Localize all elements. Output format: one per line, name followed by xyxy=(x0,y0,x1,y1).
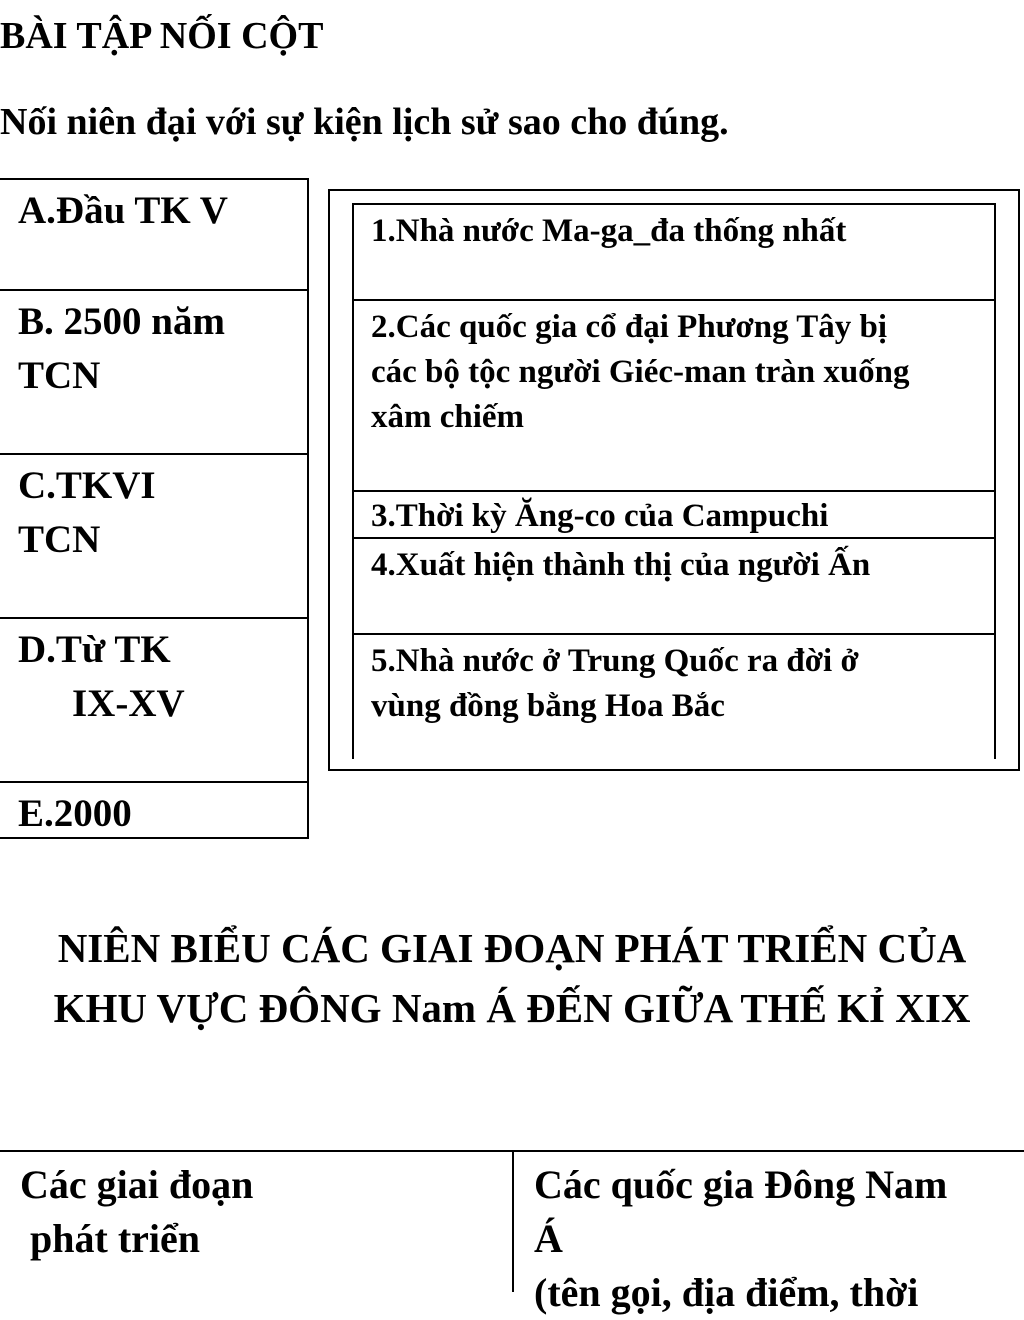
timeline-table xyxy=(0,1150,1024,1315)
date-c-line-2: TCN xyxy=(18,518,101,561)
date-a-line-1: A.Đầu TK V xyxy=(18,189,228,232)
date-cell-a xyxy=(0,180,307,291)
date-cell-c xyxy=(0,455,307,619)
events-column xyxy=(352,203,996,759)
event-2-line-2: các bộ tộc người Giéc-man tràn xuống xyxy=(371,354,910,390)
event-2-line-3: xâm chiếm xyxy=(371,399,525,435)
date-cell-d xyxy=(0,619,307,783)
stages-line-2: phát triển xyxy=(20,1216,200,1261)
date-cell-e xyxy=(0,783,307,837)
date-d-line-2: IX-XV xyxy=(72,682,185,725)
heading-line-1: NIÊN BIỂU CÁC GIAI ĐOẠN PHÁT TRIỂN CỦA xyxy=(57,925,967,971)
countries-line-2: Á xyxy=(534,1216,563,1261)
page-title: BÀI TẬP NỐI CỘT xyxy=(0,15,324,57)
dates-column xyxy=(0,178,309,839)
event-3-line-1: 3.Thời kỳ Ăng-co của Campuchi xyxy=(371,498,829,534)
event-1-line-1: 1.Nhà nước Ma-ga_đa thống nhất xyxy=(371,213,847,249)
countries-line-1: Các quốc gia Đông Nam xyxy=(534,1162,948,1207)
date-b-line-2: TCN xyxy=(18,354,101,397)
event-cell-5 xyxy=(354,635,994,755)
event-2-line-1: 2.Các quốc gia cổ đại Phương Tây bị xyxy=(371,309,888,345)
header-countries xyxy=(514,1152,1024,1315)
events-box xyxy=(328,189,1020,771)
date-e-line-1: E.2000 xyxy=(18,792,132,835)
header-stages xyxy=(0,1152,514,1292)
event-5-line-2: vùng đồng bằng Hoa Bắc xyxy=(371,688,725,724)
event-cell-2 xyxy=(354,301,994,492)
date-c-line-1: C.TKVI xyxy=(18,464,156,507)
instruction: Nối niên đại với sự kiện lịch sử sao cho đúng. xyxy=(0,101,729,143)
event-cell-1 xyxy=(354,205,994,301)
event-cell-3 xyxy=(354,492,994,539)
stages-line-1: Các giai đoạn xyxy=(20,1162,254,1207)
heading-line-2: KHU VỰC ĐÔNG Nam Á ĐẾN GIỮA THẾ KỈ XIX xyxy=(53,985,971,1031)
countries-line-3: (tên gọi, địa điểm, thời xyxy=(534,1270,919,1315)
event-cell-4 xyxy=(354,539,994,635)
date-cell-b xyxy=(0,291,307,455)
event-4-line-1: 4.Xuất hiện thành thị của người Ấn xyxy=(371,547,871,583)
event-5-line-1: 5.Nhà nước ở Trung Quốc ra đời ở xyxy=(371,643,859,679)
date-d-line-1: D.Từ TK xyxy=(18,628,171,671)
timeline-heading xyxy=(0,918,1024,1038)
date-b-line-1: B. 2500 năm xyxy=(18,300,225,343)
